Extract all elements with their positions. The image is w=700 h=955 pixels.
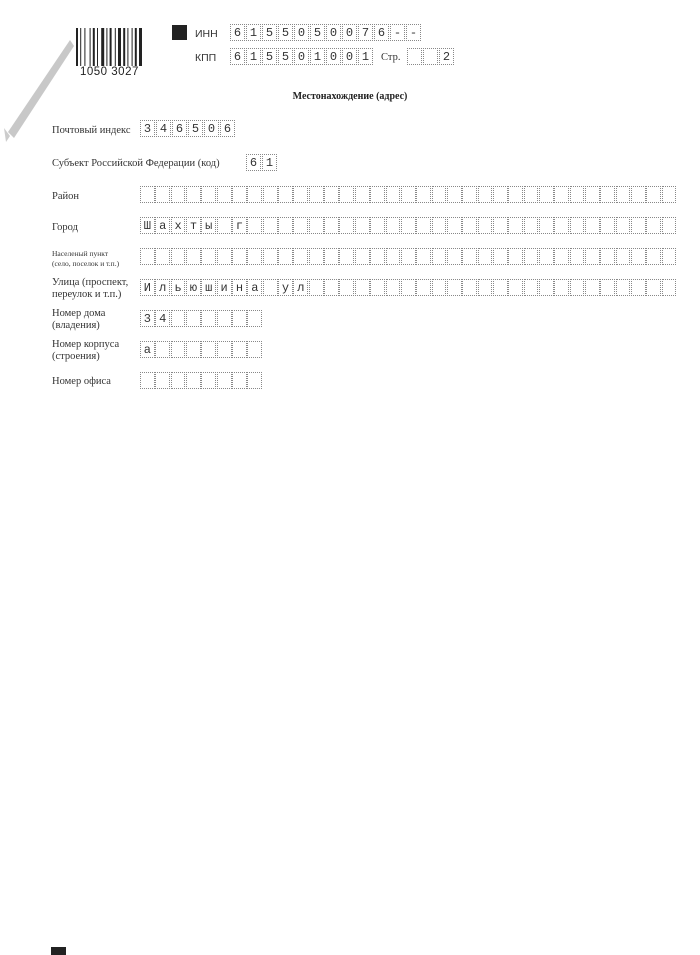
inn-label: ИНН <box>195 28 218 40</box>
char-cell[interactable] <box>247 217 262 234</box>
char-cell[interactable] <box>263 217 278 234</box>
char-cell[interactable] <box>401 217 416 234</box>
char-cell[interactable] <box>662 217 677 234</box>
char-cell[interactable] <box>585 217 600 234</box>
char-cell[interactable] <box>416 248 431 265</box>
barcode-bar <box>110 28 112 66</box>
char-cell[interactable] <box>539 186 554 203</box>
char-cell[interactable] <box>407 48 422 65</box>
char-cell[interactable] <box>585 248 600 265</box>
char-cell[interactable] <box>293 217 308 234</box>
settlement-field[interactable] <box>140 248 677 265</box>
char-cell[interactable] <box>155 186 170 203</box>
char-cell[interactable]: 7 <box>358 24 373 41</box>
char-cell[interactable]: 0 <box>342 48 357 65</box>
postal-index-label: Почтовый индекс <box>52 125 131 136</box>
street-label-note: переулок и т.п.) <box>52 289 122 300</box>
barcode-bar <box>132 28 133 66</box>
char-cell[interactable]: 5 <box>188 120 203 137</box>
barcode-bar <box>123 28 125 66</box>
char-cell[interactable] <box>339 217 354 234</box>
char-cell[interactable]: 0 <box>294 48 309 65</box>
char-cell[interactable] <box>324 217 339 234</box>
char-cell[interactable] <box>217 310 232 327</box>
char-cell[interactable]: 1 <box>262 154 277 171</box>
char-cell[interactable]: ш <box>201 279 216 296</box>
char-cell[interactable] <box>201 248 216 265</box>
section-title: Местонахождение (адрес) <box>292 91 408 102</box>
char-cell[interactable] <box>570 186 585 203</box>
char-cell[interactable] <box>217 372 232 389</box>
char-cell[interactable]: 0 <box>294 24 309 41</box>
char-cell[interactable] <box>508 186 523 203</box>
char-cell[interactable] <box>570 248 585 265</box>
char-cell[interactable] <box>646 186 661 203</box>
char-cell[interactable] <box>370 248 385 265</box>
char-cell[interactable]: 6 <box>246 154 261 171</box>
char-cell[interactable]: 1 <box>358 48 373 65</box>
char-cell[interactable] <box>232 341 247 358</box>
char-cell[interactable] <box>423 48 438 65</box>
char-cell[interactable] <box>217 217 232 234</box>
char-cell[interactable]: и <box>217 279 232 296</box>
char-cell[interactable]: ы <box>201 217 216 234</box>
char-cell[interactable] <box>247 186 262 203</box>
char-cell[interactable] <box>493 217 508 234</box>
char-cell[interactable]: 0 <box>326 24 341 41</box>
char-cell[interactable] <box>217 248 232 265</box>
char-cell[interactable] <box>432 217 447 234</box>
building-label: Номер корпуса <box>52 339 120 350</box>
char-cell[interactable] <box>585 279 600 296</box>
char-cell[interactable] <box>355 279 370 296</box>
char-cell[interactable] <box>631 248 646 265</box>
barcode-bar <box>135 28 137 66</box>
kpp-label: КПП <box>195 52 217 64</box>
char-cell[interactable]: л <box>293 279 308 296</box>
barcode-bar <box>101 28 104 66</box>
barcode-bar <box>97 28 98 66</box>
char-cell[interactable] <box>140 186 155 203</box>
char-cell[interactable] <box>339 279 354 296</box>
char-cell[interactable] <box>293 248 308 265</box>
barcode-bar <box>127 28 128 66</box>
char-cell[interactable]: 0 <box>342 24 357 41</box>
char-cell[interactable] <box>140 248 155 265</box>
bottom-marker-square <box>51 947 66 955</box>
char-cell[interactable] <box>631 186 646 203</box>
char-cell[interactable] <box>370 186 385 203</box>
house-label: Номер дома <box>52 308 106 319</box>
char-cell[interactable] <box>539 248 554 265</box>
char-cell[interactable] <box>324 248 339 265</box>
char-cell[interactable] <box>324 279 339 296</box>
char-cell[interactable] <box>171 310 186 327</box>
char-cell[interactable] <box>155 248 170 265</box>
barcode-bar <box>115 28 116 66</box>
kpp-field[interactable] <box>230 48 374 65</box>
char-cell[interactable] <box>263 279 278 296</box>
char-cell[interactable]: н <box>232 279 247 296</box>
char-cell[interactable] <box>447 217 462 234</box>
char-cell[interactable]: 6 <box>220 120 235 137</box>
char-cell[interactable] <box>401 186 416 203</box>
char-cell[interactable] <box>171 248 186 265</box>
char-cell[interactable] <box>278 186 293 203</box>
char-cell[interactable] <box>186 341 201 358</box>
char-cell[interactable]: 4 <box>155 310 170 327</box>
char-cell[interactable] <box>646 248 661 265</box>
char-cell[interactable] <box>278 248 293 265</box>
char-cell[interactable] <box>462 186 477 203</box>
char-cell[interactable]: Ш <box>140 217 155 234</box>
char-cell[interactable] <box>186 186 201 203</box>
char-cell[interactable]: 0 <box>326 48 341 65</box>
settlement-label: Населеный пункт <box>52 249 109 258</box>
street-label: Улица (проспект, <box>52 277 129 288</box>
city-field[interactable] <box>140 217 677 234</box>
char-cell[interactable] <box>155 372 170 389</box>
char-cell[interactable] <box>432 279 447 296</box>
char-cell[interactable] <box>493 248 508 265</box>
office-label: Номер офиса <box>52 376 111 387</box>
region-code-field[interactable] <box>246 154 278 171</box>
char-cell[interactable] <box>370 217 385 234</box>
char-cell[interactable] <box>401 248 416 265</box>
char-cell[interactable] <box>309 186 324 203</box>
barcode <box>76 28 152 66</box>
char-cell[interactable] <box>201 372 216 389</box>
char-cell[interactable] <box>554 217 569 234</box>
office-number-field[interactable] <box>140 372 263 389</box>
char-cell[interactable]: 0 <box>204 120 219 137</box>
char-cell[interactable] <box>524 279 539 296</box>
char-cell[interactable] <box>232 248 247 265</box>
city-label: Город <box>52 222 78 233</box>
char-cell[interactable] <box>554 186 569 203</box>
char-cell[interactable]: 4 <box>156 120 171 137</box>
char-cell[interactable] <box>646 279 661 296</box>
char-cell[interactable] <box>201 186 216 203</box>
char-cell[interactable] <box>217 186 232 203</box>
char-cell[interactable] <box>478 186 493 203</box>
char-cell[interactable]: 6 <box>230 48 245 65</box>
char-cell[interactable] <box>401 279 416 296</box>
char-cell[interactable] <box>539 217 554 234</box>
char-cell[interactable] <box>462 248 477 265</box>
barcode-number: 1050 3027 <box>80 66 139 78</box>
char-cell[interactable] <box>524 217 539 234</box>
char-cell[interactable] <box>432 248 447 265</box>
char-cell[interactable]: х <box>171 217 186 234</box>
char-cell[interactable] <box>355 248 370 265</box>
char-cell[interactable] <box>186 372 201 389</box>
char-cell[interactable] <box>616 279 631 296</box>
char-cell[interactable] <box>324 186 339 203</box>
char-cell[interactable] <box>217 341 232 358</box>
char-cell[interactable]: 6 <box>230 24 245 41</box>
barcode-bar <box>106 28 107 66</box>
char-cell[interactable]: у <box>278 279 293 296</box>
char-cell[interactable] <box>478 217 493 234</box>
char-cell[interactable] <box>247 341 262 358</box>
char-cell[interactable] <box>416 279 431 296</box>
char-cell[interactable] <box>554 279 569 296</box>
char-cell[interactable]: 1 <box>246 24 261 41</box>
char-cell[interactable] <box>478 279 493 296</box>
barcode-bar <box>90 28 91 66</box>
char-cell[interactable]: ю <box>186 279 201 296</box>
char-cell[interactable] <box>247 372 262 389</box>
barcode-bar <box>139 28 142 66</box>
char-cell[interactable]: а <box>247 279 262 296</box>
char-cell[interactable] <box>293 186 308 203</box>
char-cell[interactable] <box>201 310 216 327</box>
char-cell[interactable]: ь <box>171 279 186 296</box>
page-label: Стр. <box>381 52 401 63</box>
char-cell[interactable] <box>646 217 661 234</box>
char-cell[interactable] <box>186 248 201 265</box>
house-number-field[interactable] <box>140 310 263 327</box>
char-cell[interactable] <box>662 186 677 203</box>
char-cell[interactable] <box>263 186 278 203</box>
char-cell[interactable] <box>232 186 247 203</box>
char-cell[interactable]: а <box>140 341 155 358</box>
char-cell[interactable] <box>508 279 523 296</box>
char-cell[interactable] <box>570 217 585 234</box>
char-cell[interactable]: л <box>155 279 170 296</box>
region-code-label: Субъект Российской Федерации (код) <box>52 158 220 169</box>
char-cell[interactable] <box>232 310 247 327</box>
inn-field[interactable] <box>230 24 422 41</box>
char-cell[interactable]: 3 <box>140 120 155 137</box>
char-cell[interactable] <box>370 279 385 296</box>
char-cell[interactable]: 5 <box>278 48 293 65</box>
char-cell[interactable] <box>554 248 569 265</box>
char-cell[interactable] <box>201 341 216 358</box>
char-cell[interactable] <box>171 341 186 358</box>
char-cell[interactable] <box>600 248 615 265</box>
barcode-bar <box>76 28 78 66</box>
char-cell[interactable] <box>585 186 600 203</box>
char-cell[interactable] <box>447 186 462 203</box>
char-cell[interactable] <box>232 372 247 389</box>
char-cell[interactable] <box>570 279 585 296</box>
char-cell[interactable] <box>416 186 431 203</box>
char-cell[interactable] <box>616 248 631 265</box>
char-cell[interactable] <box>508 217 523 234</box>
char-cell[interactable] <box>600 217 615 234</box>
char-cell[interactable] <box>600 279 615 296</box>
barcode-bar <box>93 28 95 66</box>
char-cell[interactable] <box>355 217 370 234</box>
char-cell[interactable] <box>247 310 262 327</box>
top-marker-square <box>172 25 187 40</box>
char-cell[interactable]: т <box>186 217 201 234</box>
char-cell[interactable]: 2 <box>439 48 454 65</box>
char-cell[interactable] <box>524 248 539 265</box>
char-cell[interactable] <box>600 186 615 203</box>
char-cell[interactable] <box>447 279 462 296</box>
char-cell[interactable]: 6 <box>172 120 187 137</box>
char-cell[interactable] <box>462 217 477 234</box>
barcode-bar <box>118 28 121 66</box>
char-cell[interactable] <box>171 186 186 203</box>
char-cell[interactable] <box>493 279 508 296</box>
char-cell[interactable]: а <box>155 217 170 234</box>
char-cell[interactable] <box>386 248 401 265</box>
char-cell[interactable]: 1 <box>310 48 325 65</box>
char-cell[interactable]: - <box>406 24 421 41</box>
char-cell[interactable] <box>140 372 155 389</box>
char-cell[interactable]: 1 <box>246 48 261 65</box>
char-cell[interactable] <box>478 248 493 265</box>
district-field[interactable] <box>140 186 677 203</box>
char-cell[interactable] <box>155 341 170 358</box>
settlement-label-note: (село, поселок и т.п.) <box>52 259 120 268</box>
char-cell[interactable] <box>662 248 677 265</box>
street-field[interactable] <box>140 279 677 296</box>
char-cell[interactable] <box>263 248 278 265</box>
char-cell[interactable] <box>662 279 677 296</box>
barcode-bar <box>80 28 81 66</box>
char-cell[interactable] <box>447 248 462 265</box>
char-cell[interactable]: - <box>390 24 405 41</box>
char-cell[interactable] <box>339 248 354 265</box>
char-cell[interactable] <box>493 186 508 203</box>
char-cell[interactable] <box>309 248 324 265</box>
char-cell[interactable]: И <box>140 279 155 296</box>
char-cell[interactable] <box>462 279 477 296</box>
char-cell[interactable] <box>386 279 401 296</box>
char-cell[interactable]: 3 <box>140 310 155 327</box>
char-cell[interactable] <box>355 186 370 203</box>
char-cell[interactable] <box>171 372 186 389</box>
char-cell[interactable] <box>524 186 539 203</box>
char-cell[interactable] <box>309 217 324 234</box>
char-cell[interactable]: г <box>232 217 247 234</box>
page-number-field[interactable] <box>407 48 455 65</box>
char-cell[interactable]: 5 <box>278 24 293 41</box>
barcode-bar <box>84 28 85 66</box>
char-cell[interactable] <box>247 248 262 265</box>
postal-index-field[interactable] <box>140 120 236 137</box>
char-cell[interactable] <box>539 279 554 296</box>
char-cell[interactable] <box>616 186 631 203</box>
char-cell[interactable] <box>278 217 293 234</box>
building-number-field[interactable] <box>140 341 263 358</box>
building-label-note: (строения) <box>52 351 100 362</box>
char-cell[interactable] <box>616 217 631 234</box>
char-cell[interactable]: 6 <box>374 24 389 41</box>
char-cell[interactable]: 5 <box>262 24 277 41</box>
house-label-note: (владения) <box>52 320 100 331</box>
district-label: Район <box>52 191 79 202</box>
char-cell[interactable] <box>386 186 401 203</box>
char-cell[interactable] <box>416 217 431 234</box>
char-cell[interactable] <box>631 279 646 296</box>
char-cell[interactable]: 5 <box>310 24 325 41</box>
char-cell[interactable]: 5 <box>262 48 277 65</box>
char-cell[interactable] <box>186 310 201 327</box>
char-cell[interactable] <box>508 248 523 265</box>
char-cell[interactable] <box>386 217 401 234</box>
char-cell[interactable] <box>309 279 324 296</box>
char-cell[interactable] <box>631 217 646 234</box>
char-cell[interactable] <box>432 186 447 203</box>
char-cell[interactable] <box>339 186 354 203</box>
